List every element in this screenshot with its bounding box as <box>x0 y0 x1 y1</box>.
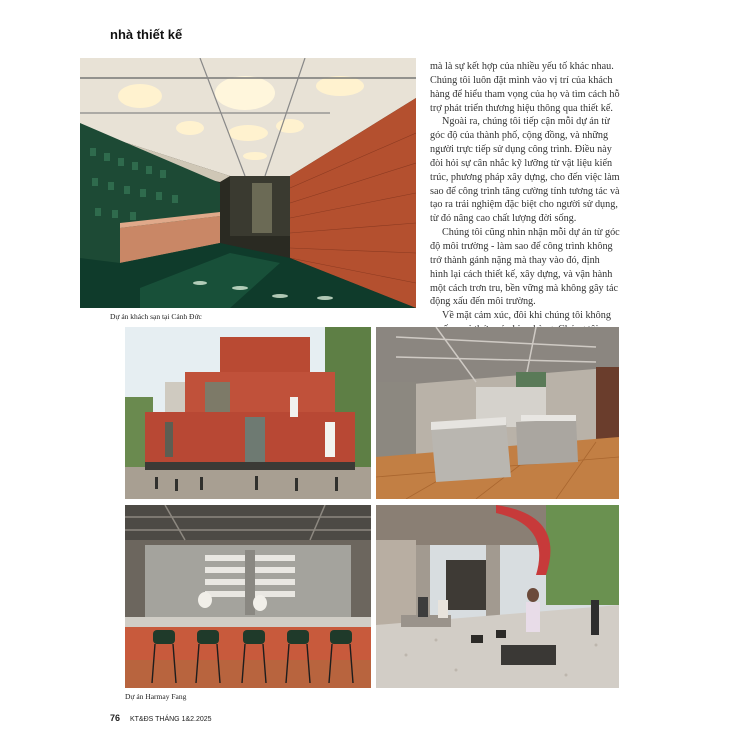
store-interior-photo <box>376 327 619 499</box>
article-paragraph: Về mặt cảm xúc, đôi khi chúng tôi không <box>442 310 611 322</box>
magazine-issue: KT&ĐS THÁNG 1&2.2025 <box>129 716 212 723</box>
hotel-lobby-photo <box>80 58 416 308</box>
hotel-caption: Dự án khách sạn tại Cảnh Đức <box>110 312 202 321</box>
section-label: nhà thiết kế <box>110 27 183 42</box>
page-number: 76 <box>110 713 121 723</box>
harmay-caption: Dự án Harmay Fang <box>125 692 187 701</box>
article-paragraph: Ngoài ra, chúng tôi tiếp cận mỗi dự án từ góc độ của thành phố, cộng đồng, và những người trực tiếp sử dụng công trình. Điều này đòi hỏi sự cân nhắc kỹ lưỡng từ vật liệu kiến trúc, phương pháp xây dựng, cho đến việc làm sao để công trình tăng cường tính tương tác và tạo ra trải nghiệm đặc biệt cho người sử dụng, từ đó nâng cao chất lượng đời sống. <box>430 116 620 225</box>
article-body <box>430 60 620 351</box>
article-paragraph: mà là sự kết hợp của nhiều yếu tố khác nhau. Chúng tôi luôn đặt mình vào vị trí của khách hàng để hiểu tham vọng của họ và tìm cách hỗ trợ phát triển thương hiệu thông qua thiết kế. <box>430 61 620 114</box>
page-footer <box>110 713 212 723</box>
article-paragraph: Chúng tôi cũng nhìn nhận mỗi dự án từ góc độ môi trường - làm sao để công trình không trở thành gánh nặng mà thay vào đó, định hình lại cách thiết kế, xây dựng, và vận hành một cách trơn tru, bền vững mà không gây tác động xấu đến môi trường. <box>430 227 620 308</box>
brick-building-photo <box>125 327 371 499</box>
outdoor-plaza-photo <box>376 505 619 688</box>
harmay-counter-photo <box>125 505 371 688</box>
